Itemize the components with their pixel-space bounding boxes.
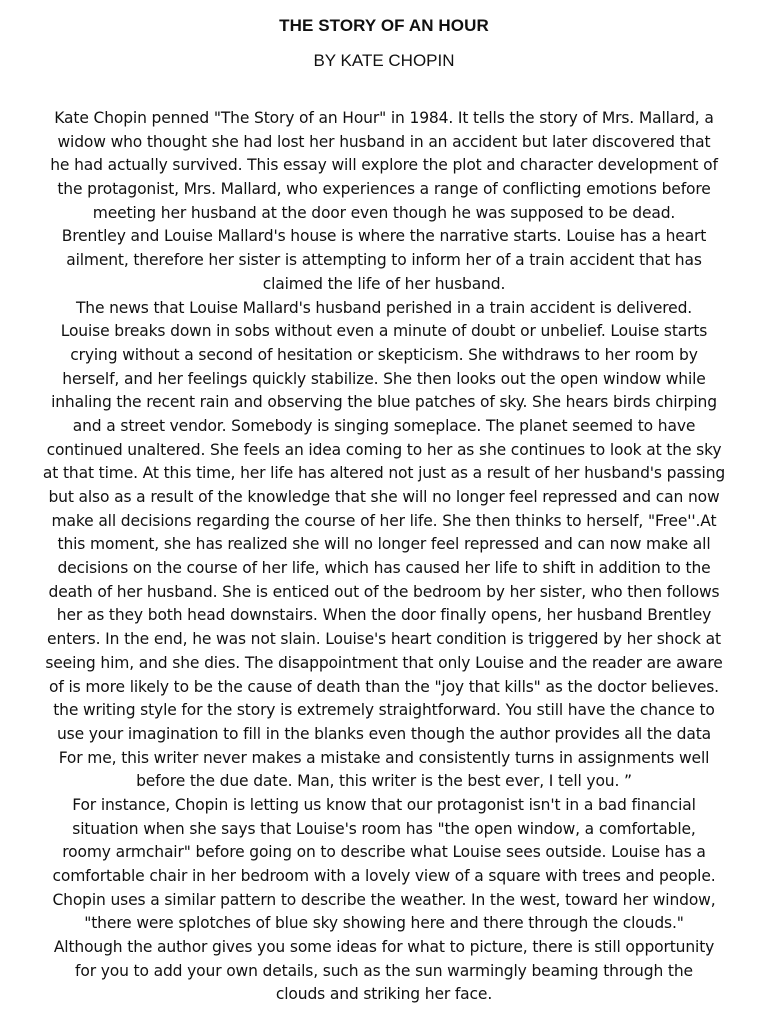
body-line: herself, and her feelings quickly stabilize. She then looks out the open window while	[62, 369, 706, 388]
body-line: situation when she says that Louise's room has "the open window, a comfortable,	[72, 819, 696, 838]
body-line: for you to add your own details, such as the sun warmingly beaming through the	[75, 961, 693, 980]
body-line: decisions on the course of her life, which has caused her life to shift in addition to the	[57, 559, 711, 578]
body-line: crying without a second of hesitation or skepticism. She withdraws to her room by	[70, 345, 698, 364]
body-line: claimed the life of her husband.	[262, 274, 506, 293]
body-line: Kate Chopin penned "The Story of an Hour" in 1984. It tells the story of Mrs. Mallard, a	[54, 109, 714, 127]
body-line: her as they both head downstairs. When the door finally opens, her husband Brentley	[56, 606, 712, 625]
body-line: death of her husband. She is enticed out of the bedroom by her sister, who then follows	[48, 582, 720, 601]
document-title: THE STORY OF AN HOUR	[279, 16, 489, 35]
body-line: of is more likely to be the cause of death than the "joy that kills" as the doctor believes.	[49, 677, 719, 696]
body-line: this moment, she has realized she will no longer feel repressed and can now make all	[57, 535, 711, 554]
document-author: BY KATE CHOPIN	[313, 51, 455, 70]
body-line: seeing him, and she dies. The disappointment that only Louise and the reader are aware	[45, 653, 723, 672]
body-line: Brentley and Louise Mallard's house is where the narrative starts. Louise has a heart	[61, 227, 707, 246]
body-line: For me, this writer never makes a mistake and consistently turns in assignments well	[58, 748, 710, 767]
document-body	[0, 107, 768, 1007]
body-line: and a street vendor. Somebody is singing someplace. The planet seemed to have	[72, 416, 696, 435]
body-line: roomy armchair" before going on to describe what Louise sees outside. Louise has a	[62, 843, 706, 862]
body-line: at that time. At this time, her life has altered not just as a result of her husband's passing	[42, 464, 726, 483]
body-line: use your imagination to fill in the blanks even though the author provides all the data	[56, 724, 712, 743]
body-line: "there were splotches of blue sky showing here and there through the clouds."	[84, 914, 684, 933]
body-line: Although the author gives you some ideas for what to picture, there is still opportunity	[53, 938, 715, 957]
body-line: inhaling the recent rain and observing the blue patches of sky. She hears birds chirping	[51, 393, 717, 412]
body-line: make all decisions regarding the course of her life. She then thinks to herself, "Free''.At	[51, 511, 717, 530]
body-line: the protagonist, Mrs. Mallard, who experiences a range of conflicting emotions before	[57, 180, 711, 199]
body-line: meeting her husband at the door even though he was supposed to be dead.	[92, 203, 676, 222]
body-line: Chopin uses a similar pattern to describe the weather. In the west, toward her window,	[52, 890, 716, 909]
body-line: the writing style for the story is extremely straightforward. You still have the chance to	[53, 701, 715, 720]
body-line: comfortable chair in her bedroom with a lovely view of a square with trees and people.	[52, 867, 716, 885]
body-line: ailment, therefore her sister is attempting to inform her of a train accident that has	[66, 251, 702, 270]
body-line: continued unaltered. She feels an idea coming to her as she continues to look at the sky	[46, 440, 722, 459]
body-line: enters. In the end, he was not slain. Louise's heart condition is triggered by her shock at	[47, 630, 721, 649]
body-line: widow who thought she had lost her husband in an accident but later discovered that	[57, 132, 711, 151]
body-line: Louise breaks down in sobs without even a minute of doubt or unbelief. Louise starts	[60, 322, 708, 341]
body-line: but also as a result of the knowledge that she will no longer feel repressed and can now	[48, 488, 720, 506]
body-line: clouds and striking her face.	[275, 985, 493, 1004]
body-line: For instance, Chopin is letting us know that our protagonist isn't in a bad financial	[72, 795, 696, 814]
body-line: before the due date. Man, this writer is the best ever, I tell you. ”	[136, 772, 632, 791]
body-line: The news that Louise Mallard's husband perished in a train accident is delivered.	[75, 298, 693, 317]
body-line: he had actually survived. This essay will explore the plot and character development of	[50, 156, 718, 175]
